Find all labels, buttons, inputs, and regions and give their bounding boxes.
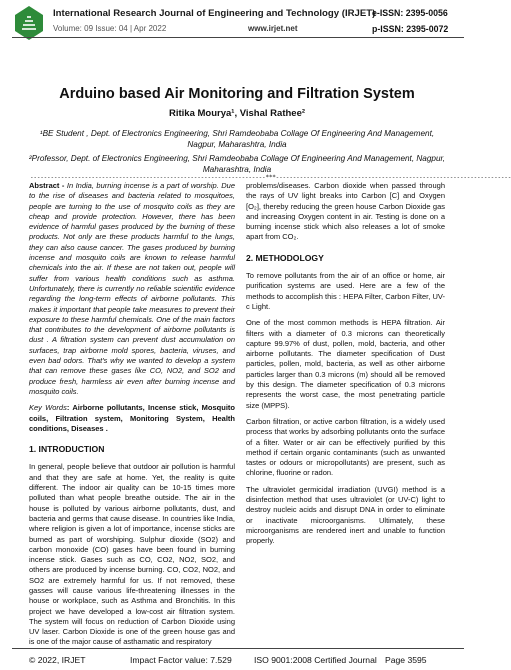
paragraph-carbon-filter: Carbon filtration, or active carbon filtration, is a widely used process that works by adsorbing pollutants onto the surface of a filter. Water or air can be effectively purified by this method if certain organic contaminants (such as unwanted tastes or odours or micropollutants) are present, such as chlorine, fluorine or radon. [246, 416, 445, 478]
footer-iso: ISO 9001:2008 Certified Journal [254, 655, 377, 665]
separator-line: ---------------------------------------------------------------------***--------------------------------------------------------------------- [30, 174, 511, 181]
journal-website-link[interactable]: www.irjet.net [248, 24, 298, 33]
header-rule [12, 37, 464, 38]
volume-issue: Volume: 09 Issue: 04 | Apr 2022 [53, 24, 167, 33]
paragraph-co2-uv: problems/diseases. Carbon dioxide when passed through the rays of UV light breaks into Carbon [C] and Oxygen [O₂], thereby reducing the green house Carbon Dioxide gas and increasing Oxygen content in air. Testing is done on a burning incense stick which also releases a lot of smoke apart from CO₂. [246, 181, 445, 242]
footer-page-number: Page 3595 [385, 655, 427, 665]
paper-authors: Ritika Mourya¹, Vishal Rathee² [168, 108, 306, 119]
irjet-logo-icon [14, 5, 44, 41]
footer-copyright: © 2022, IRJET [29, 655, 86, 665]
paragraph-uvgi: The ultraviolet germicidal irradiation (UVGI) method is a disinfection method that uses ultraviolet (or UV-C) light to destroy nucleic acids and disrupt DNA in order to eliminate or inactivate microorganisms. Ultimately, these microorganisms are rendered inert and unable to function properly. [246, 484, 445, 546]
introduction-text: In general, people believe that outdoor air pollution is harmful and that they are safe at home. Yet, the reality is quite different. The indoor air quality can be 10-15 times more polluted than what people breathe outside. The air in the house is polluted by various airborne pollutants, dust, and bacteria and germs that cause disease. In countries like India, where religion is given a lot of importance, incense sticks are burned as part of worshiping. Sulphur dioxide (SO2) and carbon monoxide (CO) gases have been found in burning incense stick. Gases such as CO, CO2, NO2, SO2, and others are produced by incense burning. CO, CO2, NO2, and SO2 are extremely harmful for us. If not removed, these gasses will cause various life-threatening illnesses in the house or workplace, such as Asthma and Bronchitis. In this project we have developed a low-cost air filtration system. The system will focus on reduction of Carbon Dioxide using UV laser. Carbon Dioxide is one of the green house gas and is one of the major cause of asthamatic and respiratory [29, 462, 235, 647]
keywords-label: Key Words [29, 403, 67, 413]
abstract [29, 181, 235, 397]
section-heading-methodology: 2. METHODOLOGY [246, 252, 324, 263]
left-column [29, 181, 235, 654]
footer-rule [12, 648, 464, 649]
affiliation-1: ¹BE Student , Dept. of Electronics Engineering, Shri Ramdeobaba Collage Of Engineering And Management, Nagpur, Maharashtra, India [39, 129, 435, 149]
section-heading-introduction: 1. INTRODUCTION [29, 444, 105, 455]
abstract-text: In India, burning incense is a part of worship. Due to the rise of diseases and bacteria related to mosquitoes, people are turning to the use of mosquito coils as they are cheap and provide protection. However, there has been evidence of harmful gases produced by the burning of these products. Not only are these products harmful to the lungs, they can also cause cancer. The gases produced by burning incense and mosquito coils are known to release harmful chemicals into the air. If these are not taken out, people will suffer from various health conditions such as asthma. Unfortunately, there is currently no reliable scientific evidence regarding the long-term effects of airborne pollutants. This makes it important that people take measures to prevent their exposure to these harmful chemicals. One of the main factors that contributes to the development of airborne pollutants is dust . A filtration system can prevent dust accumulation on surfaces, trap airborne mold spores, bacteria, viruses, and even bad odors. That's why we wanted to develop a system that can remove these gases like CO, NO2, and SO2 and produce fresh, harmless air even after burning incense and mosquito coils. [29, 181, 235, 396]
paragraph-hepa: One of the most common methods is HEPA filtration. Air filters with a diameter of 0.3 microns can theoretically capture 99.97% of dust, pollen, mold, bacteria, and other airborne pollutants. The diameter specification of Dust particles, pollen, mold, bacteria, as well as other airborne particles larger than 0.3 microns (m) should all be removed by this design. The diameter specification of 0.3 microns represents the worst case, the most penetrating particle size (MPPS). [246, 318, 445, 410]
footer-impact-factor: Impact Factor value: 7.529 [130, 655, 232, 665]
paragraph-methods: To remove pollutants from the air of an office or home, air purification systems are used. Here are a few of the methods to accomplish this : HEPA Filter, Carbon Filter, UV-c Light. [246, 271, 445, 311]
affiliation-2: ²Professor, Dept. of Electronics Engineering, Shri Ramdeobaba Collage Of Engineering And Management, Nagpur, Maharashtra, India [28, 154, 446, 174]
keywords [29, 403, 235, 434]
e-issn: e-ISSN: 2395-0056 [372, 8, 448, 18]
journal-name: International Research Journal of Engineering and Technology (IRJET) [53, 8, 376, 19]
abstract-label: Abstract - [29, 181, 65, 190]
keywords-text: : Airborne pollutants, Incense stick, Mosquito coils, Filtration system, Monitoring System, Health conditions, Diseases . [29, 403, 235, 433]
right-column [246, 181, 445, 553]
p-issn: p-ISSN: 2395-0072 [372, 24, 449, 34]
paper-title: Arduino based Air Monitoring and Filtration System [59, 86, 415, 102]
